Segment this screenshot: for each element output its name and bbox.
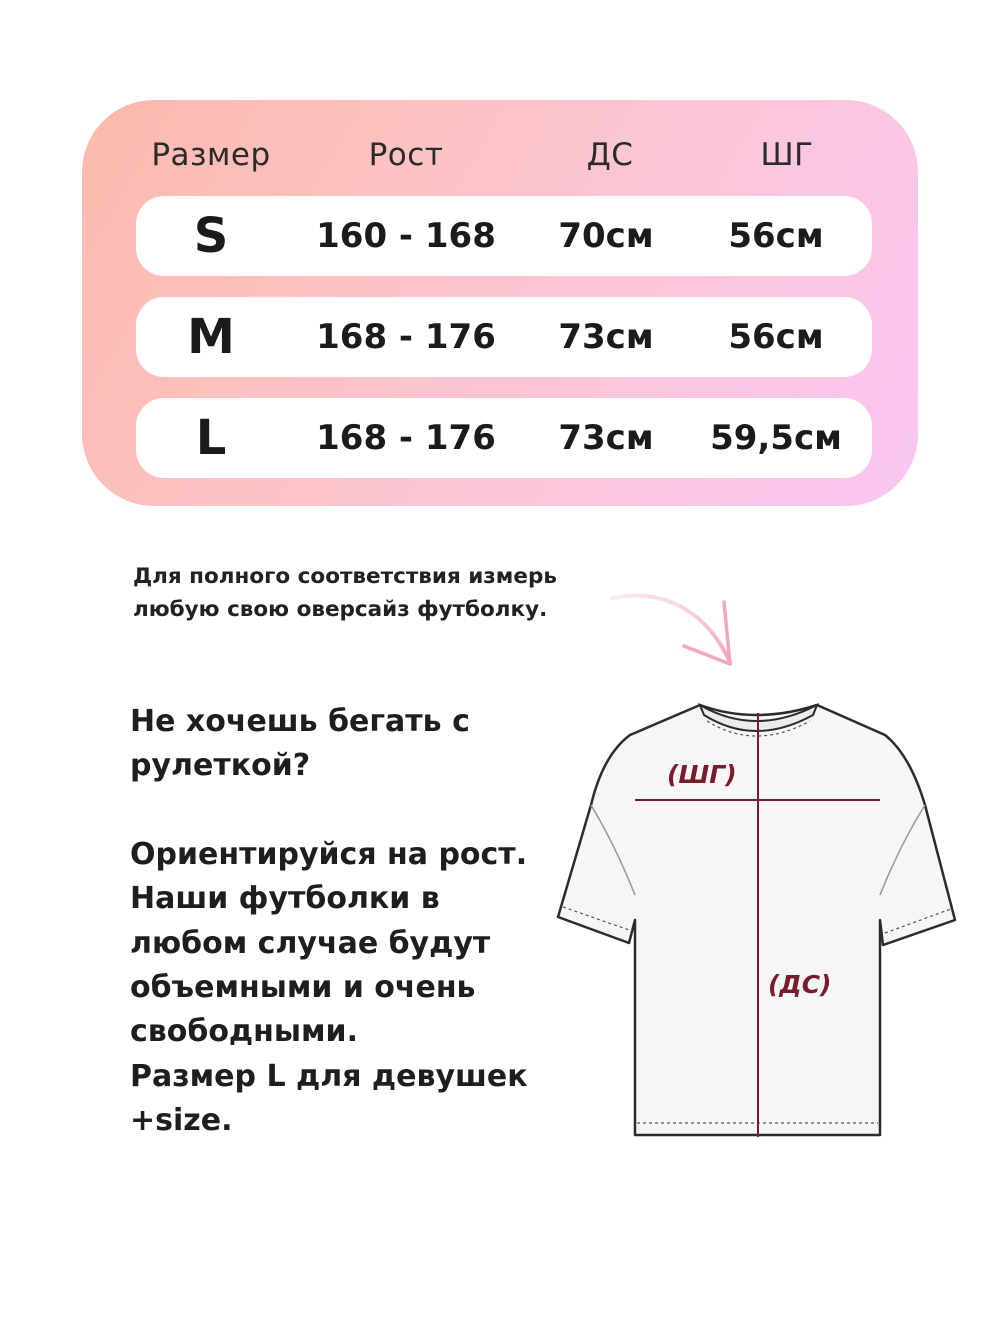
header-length: ДС (586, 137, 634, 173)
paragraph-gap (130, 789, 570, 833)
chest-width-label: (ШГ) (667, 760, 737, 789)
text-line: Наши футболки в (130, 881, 440, 917)
note-line: Для полного соответствия измерь (133, 564, 557, 589)
height-value: 160 - 168 (316, 216, 496, 256)
height-value: 168 - 176 (316, 317, 496, 357)
length-value: 73см (558, 317, 654, 357)
curved-arrow-icon (600, 580, 750, 680)
main-description (130, 700, 570, 1144)
length-value: 70см (558, 216, 654, 256)
size-row-m (136, 297, 872, 377)
chest-width-value: 59,5см (710, 418, 842, 458)
size-row-l (136, 398, 872, 478)
measurement-note (133, 560, 613, 626)
text-line: +size. (130, 1103, 233, 1139)
header-height: Рост (368, 137, 444, 173)
header-chest-width: ШГ (760, 137, 814, 173)
height-value: 168 - 176 (316, 418, 496, 458)
size-label: M (187, 309, 235, 365)
size-label: S (193, 208, 229, 264)
chest-width-value: 56см (728, 216, 824, 256)
text-line: Размер L для девушек (130, 1058, 528, 1094)
length-label: (ДС) (768, 970, 832, 999)
text-line: свободными. (130, 1014, 358, 1050)
text-line: объемными и очень (130, 970, 476, 1006)
tshirt-diagram (555, 695, 965, 1145)
length-value: 73см (558, 418, 654, 458)
header-size: Размер (151, 137, 271, 173)
note-line: любую свою оверсайз футболку. (133, 597, 548, 622)
text-line: любом случае будут (130, 925, 491, 961)
tshirt-outline (558, 705, 955, 1135)
text-line: Не хочешь бегать с (130, 704, 470, 739)
size-row-s (136, 196, 872, 276)
text-line: Ориентируйся на рост. (130, 836, 528, 872)
size-label: L (195, 410, 227, 466)
text-line: рулеткой? (130, 748, 311, 784)
chest-width-value: 56см (728, 317, 824, 357)
